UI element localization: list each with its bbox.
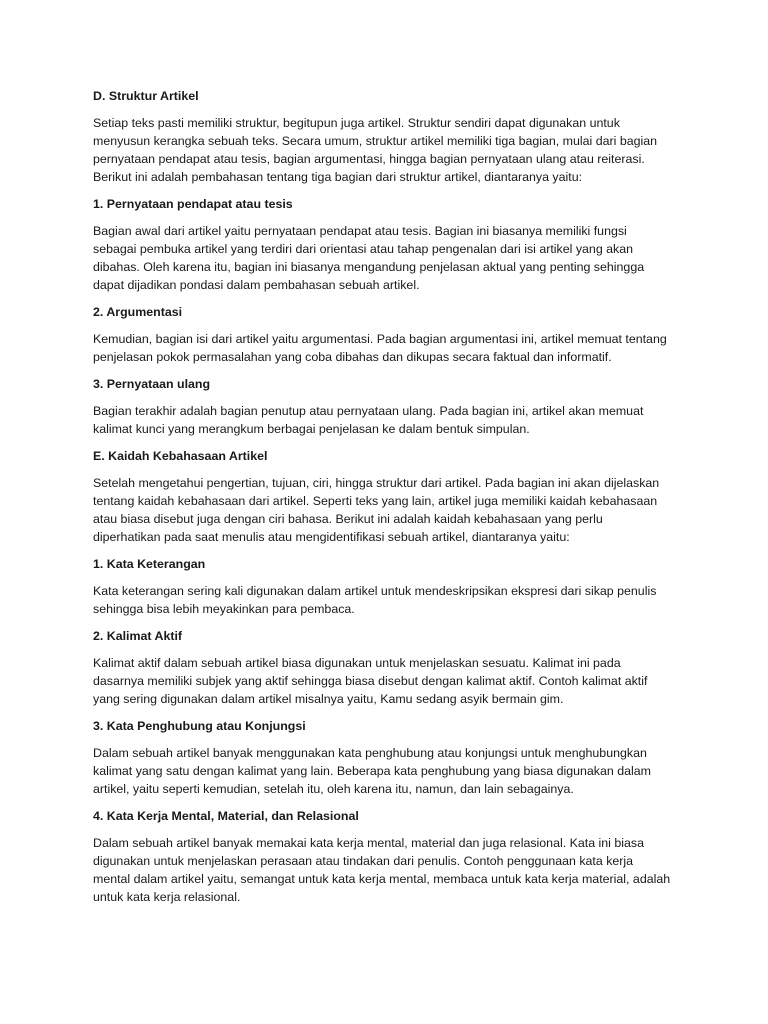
document-page [93,87,673,915]
subsection-heading: 1. Pernyataan pendapat atau tesis [93,197,293,211]
subsection-heading: 2. Kalimat Aktif [93,629,183,643]
subsection-heading: 1. Kata Keterangan [93,557,206,571]
paragraph: Setiap teks pasti memiliki struktur, begitupun juga artikel. Struktur sendiri dapat digunakan untuk menyusun kerangka sebuah teks. Secara umum, struktur artikel memiliki tiga bagian, mulai dari bagian pernyataan pendapat atau tesis, bagian argumentasi, hingga bagian pernyataan ulang atau reiterasi. Berikut ini adalah pembahasan tentang tiga bagian dari struktur artikel, diantaranya yaitu: [93,116,658,184]
paragraph: Bagian awal dari artikel yaitu pernyataan pendapat atau tesis. Bagian ini biasanya memiliki fungsi sebagai pembuka artikel yang terdiri dari orientasi atau tahap pengenalan dari isi artikel yang akan dibahas. Oleh karena itu, bagian ini biasanya mengandung penjelasan aktual yang penting sehingga dapat dijadikan pondasi dalam pembahasan sebuah artikel. [93,224,645,292]
subsection-heading: 3. Pernyataan ulang [93,377,211,391]
paragraph: Dalam sebuah artikel banyak memakai kata kerja mental, material dan juga relasional. Kata ini biasa digunakan untuk menjelaskan perasaan atau tindakan dari penulis. Contoh penggunaan kata kerja mental dalam artikel yaitu, semangat untuk kata kerja mental, membaca untuk kata kerja material, adalah untuk kata kerja relasional. [93,836,671,904]
paragraph: Kalimat aktif dalam sebuah artikel biasa digunakan untuk menjelaskan sesuatu. Kalimat ini pada dasarnya memiliki subjek yang aktif sehingga biasa disebut dengan kalimat aktif. Contoh kalimat aktif yang sering digunakan dalam artikel misalnya yaitu, Kamu sedang asyik bermain gim. [93,656,648,706]
section-heading: E. Kaidah Kebahasaan Artikel [93,449,268,463]
subsection-heading: 2. Argumentasi [93,305,183,319]
paragraph: Dalam sebuah artikel banyak menggunakan kata penghubung atau konjungsi untuk menghubungkan kalimat yang satu dengan kalimat yang lain. Beberapa kata penghubung yang biasa digunakan dalam artikel, yaitu seperti kemudian, setelah itu, oleh karena itu, namun, dan lain sebagainya. [93,746,651,796]
paragraph: Kata keterangan sering kali digunakan dalam artikel untuk mendeskripsikan ekspresi dari sikap penulis sehingga bisa lebih meyakinkan para pembaca. [93,584,657,616]
paragraph: Setelah mengetahui pengertian, tujuan, ciri, hingga struktur dari artikel. Pada bagian ini akan dijelaskan tentang kaidah kebahasaan dari artikel. Seperti teks yang lain, artikel juga memiliki kaidah kebahasaan atau biasa disebut juga dengan ciri bahasa. Berikut ini adalah kaidah kebahasaan yang perlu diperhatikan pada saat menulis atau mengidentifikasi sebuah artikel, diantaranya yaitu: [93,476,660,544]
paragraph: Kemudian, bagian isi dari artikel yaitu argumentasi. Pada bagian argumentasi ini, artikel memuat tentang penjelasan pokok permasalahan yang coba dibahas dan dikupas secara faktual dan informatif. [93,332,667,364]
section-heading: D. Struktur Artikel [93,89,199,103]
subsection-heading: 4. Kata Kerja Mental, Material, dan Relasional [93,809,359,823]
paragraph: Bagian terakhir adalah bagian penutup atau pernyataan ulang. Pada bagian ini, artikel akan memuat kalimat kunci yang merangkum berbagai penjelasan ke dalam bentuk simpulan. [93,404,644,436]
subsection-heading: 3. Kata Penghubung atau Konjungsi [93,719,306,733]
